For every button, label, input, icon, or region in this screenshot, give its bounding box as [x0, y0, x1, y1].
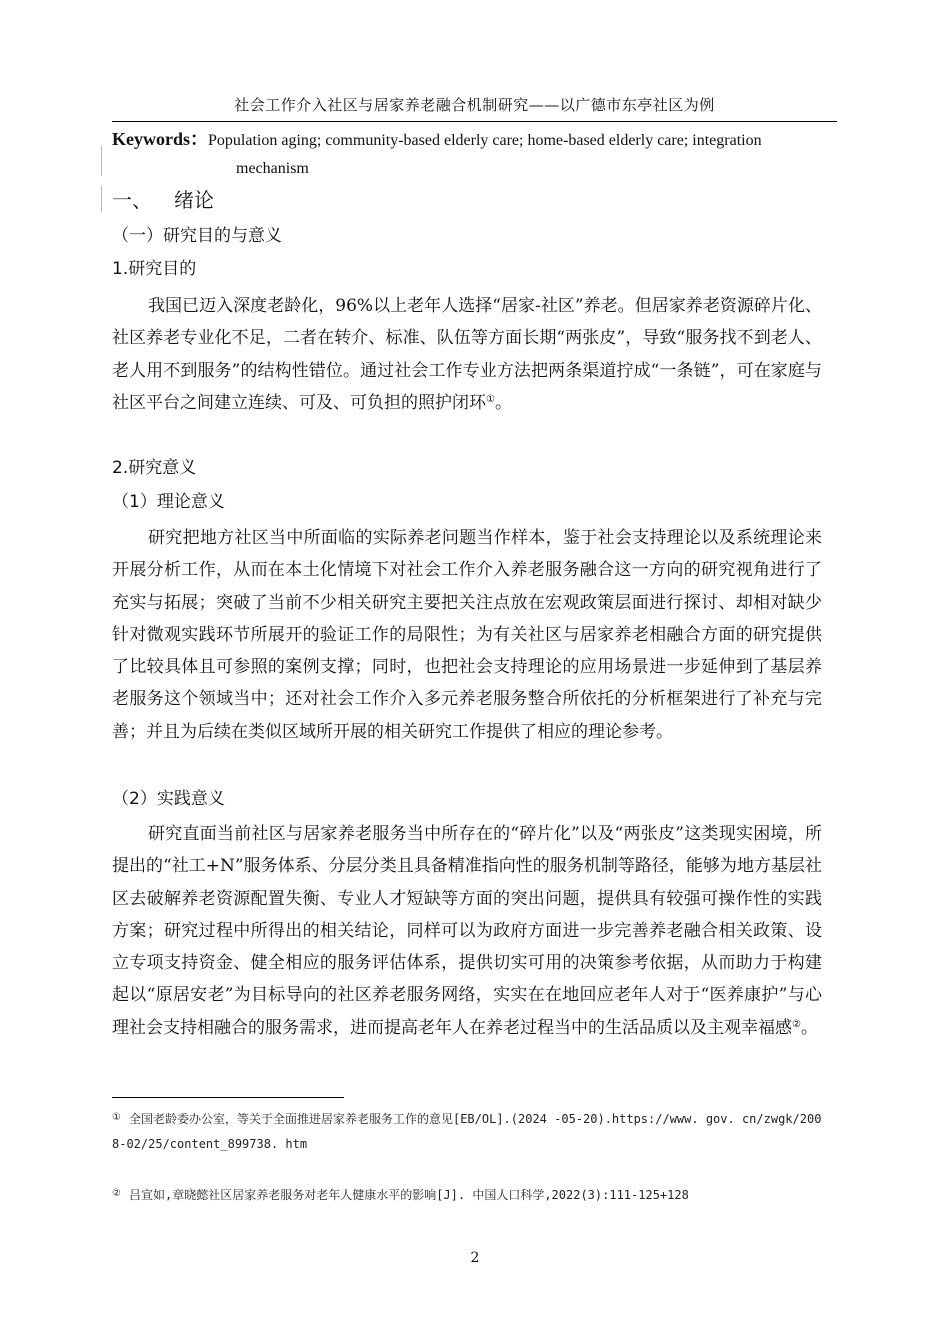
keywords-line1: Population aging; community-based elderly care; home-based elderly care; integration	[208, 132, 762, 149]
keywords-label: Keywords：	[112, 129, 208, 149]
keywords-block	[112, 125, 832, 183]
paragraph-practice	[112, 818, 822, 1044]
page-number: 2	[470, 1250, 480, 1266]
paragraph-end: 。	[800, 1017, 818, 1038]
running-header: 社会工作介入社区与居家养老融合机制研究——以广德市东亭社区为例	[234, 96, 715, 114]
paragraph-text: 我国已迈入深度老龄化，96%以上老年人选择“居家-社区”养老。但居家养老资源碎片化、社区养老专业化不足，二者在转介、标准、队伍等方面长期“两张皮”，导致“服务找不到老人、老人用不到服务”的结构性错位。通过社会工作专业方法把两条渠道拧成“一条链”，可在家庭与社区平台之间建立连续、可及、可负担的照护闭环	[112, 296, 822, 413]
footnote-mark: ①	[112, 1112, 121, 1123]
subsubsection-heading: （1）理论意义	[112, 492, 225, 512]
footnote-mark: ②	[112, 1188, 121, 1199]
footnote-text: 吕宣如,章晓懿社区居家养老服务对老年人健康水平的影响[J]. 中国人口科学,2022(3):111-125+128	[128, 1188, 689, 1202]
keywords-line2: mechanism	[236, 160, 309, 177]
paragraph-purpose	[112, 290, 822, 419]
footnote-ref-2[interactable]: ②	[792, 1018, 801, 1030]
paragraph-end: 。	[494, 392, 512, 413]
chapter-title: 绪论	[174, 188, 214, 212]
section-heading: （一）研究目的与意义	[112, 226, 282, 246]
subsection-heading: 1.研究目的	[112, 259, 197, 279]
chapter-number: 一、	[112, 188, 152, 212]
chapter-heading	[112, 186, 214, 214]
footnote-separator	[112, 1097, 344, 1098]
header-rule	[112, 121, 837, 122]
subsubsection-heading: （2）实践意义	[112, 789, 225, 809]
footnote	[112, 1181, 822, 1208]
footnote-text: 全国老龄委办公室，等关于全面推进居家养老服务工作的意见[EB/OL].(2024 -05-20).https://www. gov. cn/zwgk/2008-02/25/content_899738. htm	[112, 1112, 822, 1151]
footnote	[112, 1105, 822, 1157]
paragraph-theory: 研究把地方社区当中所面临的实际养老问题当作样本，鉴于社会支持理论以及系统理论来开展分析工作，从而在本土化情境下对社会工作介入养老服务融合这一方向的研究视角进行了充实与拓展；突破了当前不少相关研究主要把关注点放在宏观政策层面进行探讨、却相对缺少针对微观实践环节所展开的验证工作的局限性；为有关社区与居家养老相融合方面的研究提供了比较具体且可参照的案例支撑；同时，也把社会支持理论的应用场景进一步延伸到了基层养老服务这个领域当中；还对社会工作介入多元养老服务整合所依托的分析框架进行了补充与完善；并且为后续在类似区域所开展的相关研究工作提供了相应的理论参考。	[112, 528, 822, 742]
subsection-heading: 2.研究意义	[112, 458, 197, 478]
margin-bar	[101, 146, 102, 176]
margin-bar	[101, 186, 102, 212]
footnote-ref-1[interactable]: ①	[486, 393, 495, 405]
paragraph-text: 研究直面当前社区与居家养老服务当中所存在的“碎片化”以及“两张皮”这类现实困境，所提出的“社工+N”服务体系、分层分类且具备精准指向性的服务机制等路径，能够为地方基层社区去破解养老资源配置失衡、专业人才短缺等方面的突出问题，提供具有较强可操作性的实践方案；研究过程中所得出的相关结论，同样可以为政府方面进一步完善养老融合相关政策、设立专项支持资金、健全相应的服务评估体系，提供切实可用的决策参考依据，从而助力于构建起以“原居安老”为目标导向的社区养老服务网络，实实在在地回应老年人对于“医养康护”与心理社会支持相融合的服务需求，进而提高老年人在养老过程当中的生活品质以及主观幸福感	[112, 824, 822, 1038]
